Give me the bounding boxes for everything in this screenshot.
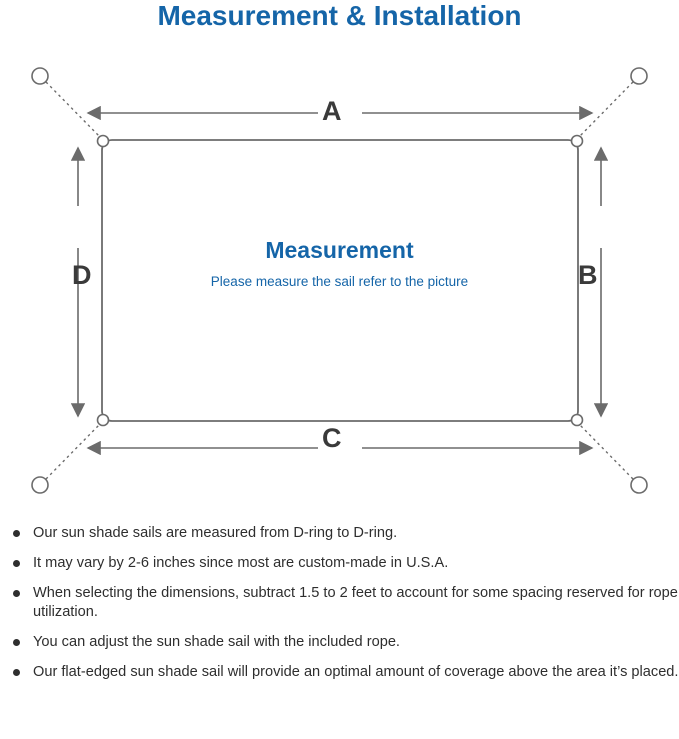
note-text: Our sun shade sails are measured from D-ring to D-ring.: [33, 525, 398, 541]
note-text: When selecting the dimensions, subtract 1.5 to 2 feet to account for some spacing reserved for rope utilization.: [33, 585, 678, 620]
list-item: [0, 663, 679, 682]
bullet-icon: [13, 639, 20, 646]
measurement-heading: Measurement: [265, 237, 414, 263]
page-title: Measurement & Installation: [157, 0, 522, 31]
bullet-icon: [13, 560, 20, 567]
list-item: [0, 633, 679, 652]
list-item: [0, 584, 679, 622]
dimension-label-top: A: [322, 96, 342, 126]
note-text: Our flat-edged sun shade sail will provide an optimal amount of coverage above the area it’s placed.: [33, 664, 679, 680]
bullet-icon: [13, 530, 20, 537]
sail-diagram: [0, 48, 679, 518]
dimension-label-left: D: [72, 260, 92, 290]
notes-list: [0, 524, 679, 693]
dimension-label-bottom: C: [322, 423, 342, 453]
bullet-icon: [13, 669, 20, 676]
list-item: [0, 524, 679, 543]
measurement-subtext: Please measure the sail refer to the picture: [210, 274, 469, 289]
list-item: [0, 554, 679, 573]
dimension-label-right: B: [578, 260, 598, 290]
bullet-icon: [13, 590, 20, 597]
note-text: It may vary by 2-6 inches since most are custom-made in U.S.A.: [33, 555, 449, 571]
note-text: You can adjust the sun shade sail with the included rope.: [33, 634, 400, 650]
